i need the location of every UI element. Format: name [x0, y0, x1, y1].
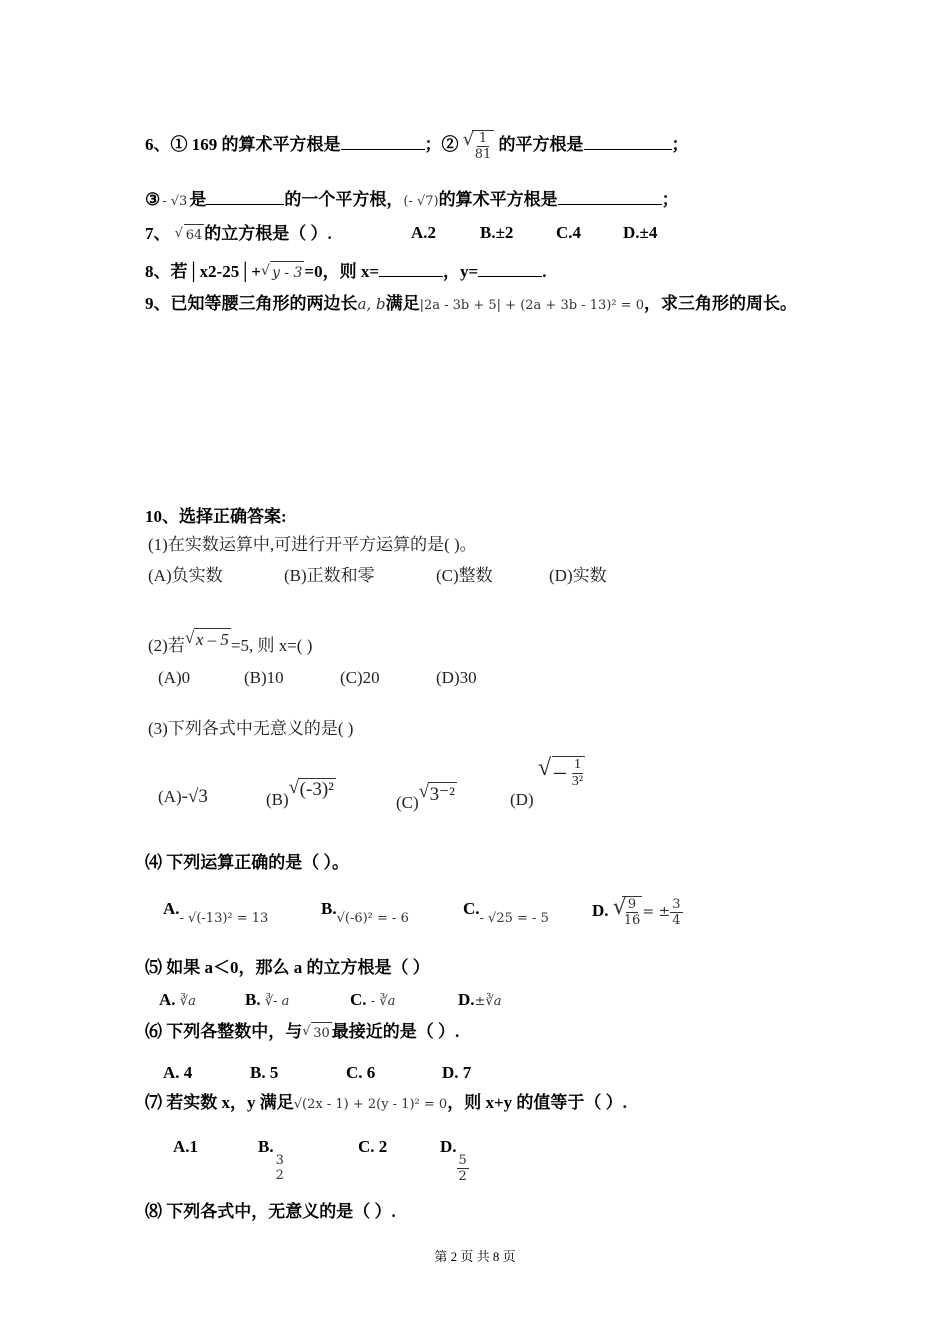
- q10-p4-option-a: [163, 899, 268, 926]
- q10-p4-expr-c: - √25 = - 5: [479, 911, 549, 926]
- q10-p2-sqrt: [185, 628, 231, 651]
- q10-p3-expr-c: 3⁻²: [429, 784, 455, 805]
- q10-p7-stem-b: ，则 x+y 的值等于（ ）.: [447, 1093, 627, 1112]
- q10-p4-frac1-num: √ 9: [627, 897, 637, 912]
- q6-paren-sqrt7: (- √7): [403, 194, 439, 209]
- q6-blank-4: [558, 188, 662, 205]
- q10-p4-frac2-den: 4: [672, 912, 681, 928]
- q8-sqrt: [261, 261, 304, 284]
- q10-p7-label-b: B.: [258, 1137, 274, 1156]
- q10-p7-frac-b-num: 3: [275, 1153, 284, 1168]
- q9-condition: |2a - 3b + 5| + (2a + 3b - 13)² = 0: [419, 298, 644, 313]
- q10-p2-option-a: (A)0: [158, 668, 191, 687]
- page-footer: 第 2 页 共 8 页: [434, 1249, 516, 1264]
- q10-p4-frac2: [670, 897, 682, 928]
- q7-option-b: B.±2: [480, 223, 514, 242]
- q10-p6-stem-b: 最接近的是（ ）.: [331, 1022, 460, 1041]
- q7-option-d: D.±4: [623, 223, 658, 242]
- q6-frac-num: √ 1: [478, 131, 488, 146]
- q10-p3-expr-b: (-3)²: [299, 779, 334, 800]
- q7-radicand: 64: [184, 224, 205, 247]
- q10-p5-label-d: D.: [458, 990, 475, 1009]
- q10-p2-stem-a: (2)若: [148, 636, 185, 655]
- q10-p4-frac1-den: 16: [623, 913, 641, 928]
- q7-line: [145, 223, 332, 247]
- q9-text-a: 9、已知等腰三角形的两边长: [145, 294, 358, 313]
- q10-p3-expr-a: -√3: [181, 786, 208, 807]
- q10-p5-stem: ⑸ 如果 a＜0，那么 a 的立方根是（ ）: [145, 958, 430, 977]
- q10-p2-radicand: x – 5: [195, 630, 229, 649]
- q8-text-a: 8、若│x2-25│+: [145, 262, 261, 281]
- q8-line: [145, 260, 546, 284]
- q10-p4-frac2-num: 3: [672, 896, 681, 912]
- q6-line2: [145, 188, 679, 213]
- q10-p6-option-d: D. 7: [442, 1063, 472, 1082]
- q10-p6-sqrt: [302, 1022, 332, 1045]
- q8-text-end: .: [542, 262, 547, 281]
- q7-sqrt64: [175, 224, 205, 247]
- q10-p5-expr-c: - ∛a: [370, 994, 396, 1009]
- q10-p7-stem-a: ⑺ 若实数 x，y 满足: [145, 1093, 294, 1112]
- q10-p3-sqrt-d: [538, 756, 585, 790]
- q10-p3-sqrt-c: [419, 782, 457, 806]
- q8-blank-x: [379, 260, 443, 277]
- q10-p3-option-b: [266, 778, 336, 810]
- q6-line1: [145, 130, 689, 162]
- q10-p5-expr-b: ∛- a: [264, 994, 290, 1009]
- q10-title: 10、选择正确答案:: [145, 507, 287, 526]
- q10-p2-stem: [148, 628, 312, 657]
- q10-p2-option-c: (C)20: [340, 668, 380, 687]
- q10-p2-option-d: (D)30: [436, 668, 477, 687]
- q10-p2-stem-b: =5, 则 x=( ): [230, 636, 313, 655]
- q10-p7-option-a: A.1: [173, 1137, 199, 1156]
- q10-p6-stem-a: ⑹ 下列各整数中，与: [145, 1022, 303, 1041]
- q10-p3-option-a: [158, 786, 208, 808]
- q6-text-end: ；: [671, 134, 689, 154]
- q10-p7-frac-d-den: 2: [458, 1169, 467, 1184]
- q10-p1-stem: (1)在实数运算中,可进行开平方运算的是( )。: [148, 535, 477, 554]
- q6-text-b: ；②: [424, 134, 459, 154]
- q10-p5-option-d: [458, 990, 501, 1010]
- q10-p5-option-c: [350, 990, 395, 1010]
- q10-p3-option-c: [396, 782, 457, 813]
- q6-blank-2: [584, 133, 672, 150]
- q9-vars: a, b: [357, 295, 386, 313]
- q10-p3-label-b: (B): [266, 790, 289, 809]
- q10-p4-expr-b: √(-6)² = - 6: [336, 911, 409, 926]
- q10-p5-option-a: [159, 990, 196, 1010]
- q10-p1-option-b: (B)正数和零: [284, 566, 375, 585]
- q6-text-a: 6、① 169 的算术平方根是: [145, 134, 341, 154]
- q9-line: [145, 293, 797, 317]
- q10-p5-label-b: B.: [245, 990, 261, 1009]
- q10-p7-frac-d-num: 5: [458, 1153, 467, 1168]
- q10-p4-label-d: D.: [592, 900, 609, 920]
- q6-text-c: 的平方根是: [498, 134, 584, 154]
- q10-p4-stem: ⑷ 下列运算正确的是（ ）。: [145, 853, 349, 872]
- q10-p4-option-b: [321, 899, 409, 926]
- q10-p5-option-b: [245, 990, 289, 1010]
- q10-p5-label-a: A.: [159, 990, 176, 1009]
- q10-p4-label-b: B.: [321, 899, 337, 918]
- q10-p3-label-a: (A): [158, 787, 182, 806]
- q8-radicand: y - 3: [270, 261, 304, 284]
- q10-p4-option-c: [463, 899, 549, 926]
- q6-text-c2: 的一个平方根，: [284, 190, 404, 209]
- q7-prefix: 7、: [145, 224, 171, 243]
- q10-p6-option-a: A. 4: [163, 1063, 193, 1082]
- q10-p6-stem: [145, 1021, 459, 1045]
- q10-p5-expr-a: ∛a: [179, 994, 196, 1009]
- q10-p3-label-d: (D): [510, 790, 534, 810]
- q10-p7-frac-d: [457, 1153, 469, 1184]
- q10-p6-option-c: C. 6: [346, 1063, 376, 1082]
- q10-p3-frac-num: 1: [573, 757, 581, 772]
- q7-option-c: C.4: [556, 223, 582, 242]
- q7-option-a: A.2: [411, 223, 437, 242]
- q10-p1-option-d: (D)实数: [549, 566, 607, 585]
- q10-p4-sqrt-d: [613, 896, 643, 928]
- q10-p3-option-d: [510, 756, 585, 810]
- q6-blank-3: [206, 188, 284, 205]
- q6-blank-1: [341, 133, 425, 150]
- q6-circle3: ③: [145, 190, 161, 209]
- q10-p3-frac-den: 3²: [571, 774, 584, 789]
- q10-p1-option-c: (C)整数: [436, 566, 493, 585]
- q10-p7-frac-b: [274, 1153, 286, 1183]
- q10-p4-label-c: C.: [463, 899, 480, 918]
- q10-p7-option-c: C. 2: [358, 1137, 388, 1156]
- q10-p3-stem: (3)下列各式中无意义的是( ): [148, 719, 354, 738]
- q10-p4-label-a: A.: [163, 899, 180, 918]
- q10-p6-radicand: 30: [311, 1022, 332, 1045]
- q9-text-c: ，求三角形的周长。: [643, 294, 797, 313]
- q6-sqrt-fraction: [463, 130, 495, 162]
- q10-p4-expr-a: - √(-13)² = 13: [179, 911, 269, 926]
- q10-p8-stem: ⑻ 下列各式中，无意义的是（ ）.: [145, 1202, 396, 1221]
- q6-text-is: 是: [189, 190, 207, 209]
- q10-p4-option-d: [592, 896, 683, 928]
- q6-frac-den: 81: [474, 147, 492, 162]
- q10-p3-rad-d: – $\frac{1}{\text{3²}}$: [553, 757, 584, 789]
- q7-text: 的立方根是（ ）.: [204, 224, 332, 243]
- q10-p7-option-b: [258, 1137, 286, 1183]
- q10-p4-expr-d: = ±: [642, 903, 671, 920]
- q10-p7-condition: √(2x - 1) + 2(y - 1)² = 0: [293, 1097, 448, 1112]
- q10-p3-label-c: (C): [396, 793, 419, 812]
- q9-text-b: 满足: [385, 294, 420, 313]
- q8-text-b: =0，则 x=: [304, 262, 380, 281]
- q10-p3-sqrt-b: [289, 778, 336, 801]
- q10-p7-frac-b-den: 2: [275, 1168, 284, 1183]
- q10-p1-option-a: (A)负实数: [148, 566, 223, 585]
- q6-text-end2: ；: [661, 190, 679, 209]
- q6-text-d: 的算术平方根是: [438, 190, 558, 209]
- q10-p6-option-b: B. 5: [250, 1063, 279, 1082]
- q10-p7-label-d: D.: [440, 1137, 457, 1156]
- q10-p5-expr-d: ±∛a: [474, 994, 502, 1009]
- q10-p5-label-c: C.: [350, 990, 367, 1009]
- q8-text-c: ，y=: [443, 262, 479, 281]
- q8-blank-y: [478, 260, 542, 277]
- q6-neg-sqrt3: - √3: [162, 194, 188, 209]
- q10-p7-stem: [145, 1092, 627, 1116]
- q10-p7-option-d: [440, 1137, 469, 1184]
- q10-p2-option-b: (B)10: [244, 668, 284, 687]
